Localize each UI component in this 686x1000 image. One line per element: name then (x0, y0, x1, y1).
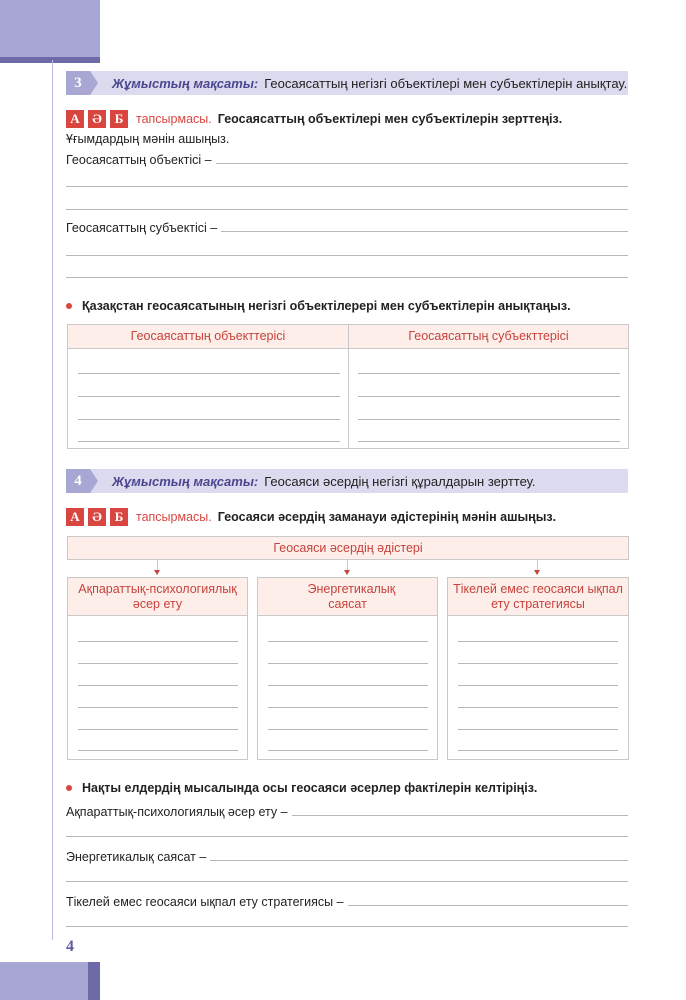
section4-number: 4 (66, 469, 90, 493)
task-letter-a: А (66, 508, 84, 526)
task-text: Геосаяси әсердің заманауи әдістерінің мәнін ашыңыз. (217, 510, 557, 524)
page-number: 4 (66, 938, 74, 955)
answer-line[interactable] (66, 209, 628, 210)
method-answer-line[interactable] (268, 750, 428, 751)
energy-answer-line[interactable] (210, 859, 628, 861)
object-field-label: Геосаясаттың объектісі – (66, 153, 212, 167)
info-field (66, 805, 628, 819)
table-answer-line[interactable] (358, 441, 620, 442)
method-answer-line[interactable] (78, 685, 238, 686)
section4-goal-bar (66, 469, 628, 493)
subject-field (66, 221, 628, 235)
answer-line[interactable] (66, 186, 628, 187)
methods-title-box: Геосаяси әсердің әдістері (67, 536, 629, 560)
method-box-indirect (447, 577, 629, 760)
table-answer-line[interactable] (78, 419, 340, 420)
section4-bullet-text: Нақты елдердің мысалында осы геосаяси әсерлер фактілерін келтіріңіз. (82, 781, 538, 795)
task-name: тапсырмасы. (136, 112, 212, 126)
subject-field-label: Геосаясаттың субъектісі – (66, 221, 218, 235)
top-corner-stripe (0, 57, 100, 63)
method-answer-line[interactable] (458, 641, 618, 642)
method-header-energy (258, 578, 437, 616)
table-answer-line[interactable] (358, 419, 620, 420)
indirect-answer-line[interactable] (348, 904, 628, 906)
table-answer-line[interactable] (358, 396, 620, 397)
answer-line[interactable] (66, 881, 628, 882)
method-answer-line[interactable] (78, 729, 238, 730)
table-header-objects: Геосаясаттың объекттерісі (68, 325, 348, 349)
task-letter-ae: Ә (88, 110, 106, 128)
bullet-dot (66, 303, 72, 309)
section4-goal-label: Жұмыстың мақсаты: (112, 473, 259, 489)
method-answer-line[interactable] (78, 663, 238, 664)
section3-instruction: Ұғымдардың мәнін ашыңыз. (66, 132, 230, 146)
info-field-label: Ақпараттық-психологиялық әсер ету – (66, 805, 288, 819)
indirect-field-label: Тікелей емес геосаяси ықпал ету стратегиясы – (66, 895, 344, 909)
section3-bullet (66, 299, 571, 313)
method-answer-line[interactable] (268, 729, 428, 730)
objects-subjects-table (67, 324, 629, 449)
method-answer-line[interactable] (78, 707, 238, 708)
method-header-indirect: Тікелей емес геосаяси ықпал ету стратегиясы (448, 578, 628, 616)
method-header-info: Ақпараттық-психологиялық әсер ету (68, 578, 247, 616)
margin-line (52, 60, 53, 940)
connector-arrow-icon (154, 570, 160, 575)
method-header-energy-text: Энергетикалық саясат (307, 581, 396, 611)
energy-field (66, 850, 628, 864)
task-letter-a: А (66, 110, 84, 128)
method-box-info (67, 577, 248, 760)
section3-number: 3 (66, 71, 90, 95)
section3-task (66, 110, 562, 128)
answer-line[interactable] (66, 255, 628, 256)
method-answer-line[interactable] (458, 707, 618, 708)
section3-goal-bar (66, 71, 628, 95)
energy-field-label: Энергетикалық саясат – (66, 850, 207, 864)
task-letter-b: Б (110, 508, 128, 526)
table-answer-line[interactable] (78, 396, 340, 397)
section4-goal-text: Геосаяси әсердің негізгі құралдарын зерттеу. (264, 473, 536, 489)
method-box-energy (257, 577, 438, 760)
section3-arrow (90, 71, 98, 95)
object-answer-line[interactable] (216, 162, 628, 164)
table-answer-line[interactable] (78, 373, 340, 374)
answer-line[interactable] (66, 836, 628, 837)
connector-arrow-icon (344, 570, 350, 575)
table-header-subjects: Геосаясаттың субъекттерісі (349, 325, 628, 349)
section3-goal-text: Геосаясаттың негізгі объектілері мен субъектілерін анықтау. (264, 75, 628, 91)
task-text: Геосаясаттың объектілері мен субъектілерін зерттеңіз. (217, 112, 563, 126)
answer-line[interactable] (66, 277, 628, 278)
method-answer-line[interactable] (268, 685, 428, 686)
connector-arrow-icon (534, 570, 540, 575)
method-answer-line[interactable] (78, 750, 238, 751)
method-answer-line[interactable] (458, 750, 618, 751)
task-name: тапсырмасы. (136, 510, 212, 524)
info-answer-line[interactable] (292, 814, 628, 816)
object-field (66, 153, 628, 167)
method-answer-line[interactable] (268, 663, 428, 664)
section4-task (66, 508, 556, 526)
bottom-corner-decoration (0, 962, 100, 1000)
table-answer-line[interactable] (78, 441, 340, 442)
task-letter-b: Б (110, 110, 128, 128)
table-answer-line[interactable] (358, 373, 620, 374)
top-corner-decoration (0, 0, 100, 60)
bullet-dot (66, 785, 72, 791)
subject-answer-line[interactable] (221, 230, 628, 232)
indirect-field (66, 895, 628, 909)
method-answer-line[interactable] (458, 685, 618, 686)
bottom-corner-stripe (88, 962, 100, 1000)
method-answer-line[interactable] (268, 641, 428, 642)
method-answer-line[interactable] (268, 707, 428, 708)
method-answer-line[interactable] (458, 729, 618, 730)
section4-arrow (90, 469, 98, 493)
section3-goal-label: Жұмыстың мақсаты: (112, 75, 259, 91)
section3-bullet-text: Қазақстан геосаясатының негізгі объектілерері мен субъектілерін анықтаңыз. (82, 299, 571, 313)
method-answer-line[interactable] (458, 663, 618, 664)
method-answer-line[interactable] (78, 641, 238, 642)
section4-bullet (66, 781, 537, 795)
answer-line[interactable] (66, 926, 628, 927)
task-letter-ae: Ә (88, 508, 106, 526)
